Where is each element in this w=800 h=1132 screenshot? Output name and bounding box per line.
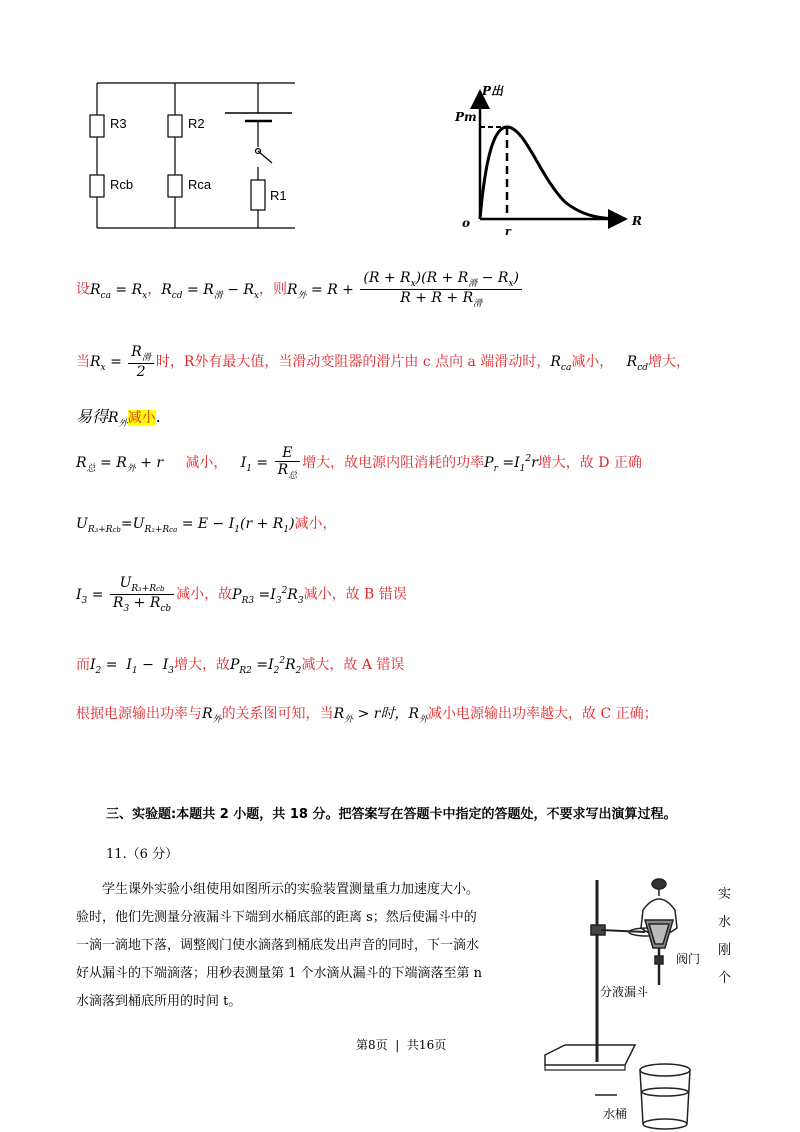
solution-line-5: $U_{R_3+Rcb}=U_{R_2+Rca} = E - I_1(r + R_1)$减小，	[76, 516, 337, 535]
solution-line-1: 设$R_{ca} = R_x$，$R_{cd} = R_滑 - R_x$，则$R_外 = R$ + $\frac{(R + R_x)(R + R_滑 - R_x)}{R + R + R_滑}$	[76, 270, 524, 309]
graph-y-label: P出	[482, 84, 504, 98]
valve-label: 阀门	[676, 952, 701, 966]
funnel-label: 分液漏斗	[600, 985, 649, 999]
side-char: 个	[718, 971, 732, 986]
bucket-label: 水桶	[603, 1107, 628, 1121]
solution-line-8: 根据电源输出功率与$R_外$的关系图可知，当$R_外 > r$时，$R_外$减小电源输出功率越大，故 C 正确；	[76, 706, 658, 725]
graph-x-label: R	[632, 214, 642, 228]
paragraph-line: 好从漏斗的下端滴落；用秒表测量第 1 个水滴从漏斗的下端滴落至第 n	[76, 966, 483, 981]
paragraph-line: 水滴落到桶底所用的时间 t。	[76, 994, 242, 1009]
solution-line-4: $R_总 = R_外 + r$ 减小， $I_1$ = $\frac{E}{R_总}$ 增大，故电源内阻消耗的功率$P_r =I_1^2r$增大，故 D 正确	[76, 445, 642, 481]
side-char: 刚	[718, 943, 732, 958]
text-she: 设	[76, 281, 90, 298]
power-curve-graph	[455, 82, 645, 232]
label-rca: Rca	[188, 177, 212, 192]
label-rcb: Rcb	[110, 177, 134, 192]
paragraph-line: 学生课外实验小组使用如图所示的实验装置测量重力加速度大小。	[102, 882, 480, 897]
page-footer: 第8页 | 共16页	[356, 1038, 447, 1052]
apparatus-diagram	[535, 870, 715, 1132]
side-char: 实	[718, 887, 732, 902]
graph-r-label: r	[505, 225, 511, 238]
graph-peak-label: Pm	[455, 110, 477, 124]
circuit-diagram	[80, 75, 310, 235]
section-heading: 三、实验题:本题共 2 小题，共 18 分。把答案写在答题卡中指定的答题处，不要求写出演算过程。	[106, 807, 677, 822]
paragraph-line: 验时，他们先测量分液漏斗下端到水桶底部的距离 s；然后使漏斗中的	[76, 910, 477, 925]
solution-line-6: $I_3$ = $\frac{U_{R_3+Rcb}}{R_3 + R_{cb}}$ 减小，故$P_{R3} =I_3^2R_3$减小，故 B 错误	[76, 575, 407, 614]
solution-line-2: 当$R_x$ = $\frac{R_滑}{2}$ 时，R外有最大值，当滑动变阻器的滑片由 c 点向 a 端滑动时，$R_{ca}$减小， $R_{cd}$增大，	[76, 344, 691, 380]
solution-line-7: 而$I_2 = I_1 - I_3$增大，故$P_{R2} =I_2^2R_2$减大，故 A 错误	[76, 656, 405, 676]
question-number: 11.（6 分）	[106, 847, 179, 862]
paragraph-line: 一滴一滴地下落，调整阀门使水滴落到桶底发出声音的同时，下一滴水	[76, 938, 480, 953]
question-paragraph	[76, 876, 526, 1016]
label-r1: R1	[270, 188, 287, 203]
label-r2: R2	[188, 116, 205, 131]
solution-line-3: 易得$R_外$减小.	[76, 407, 161, 429]
label-r3: R3	[110, 116, 127, 131]
graph-origin-label: o	[462, 216, 471, 230]
side-char: 水	[718, 915, 732, 930]
